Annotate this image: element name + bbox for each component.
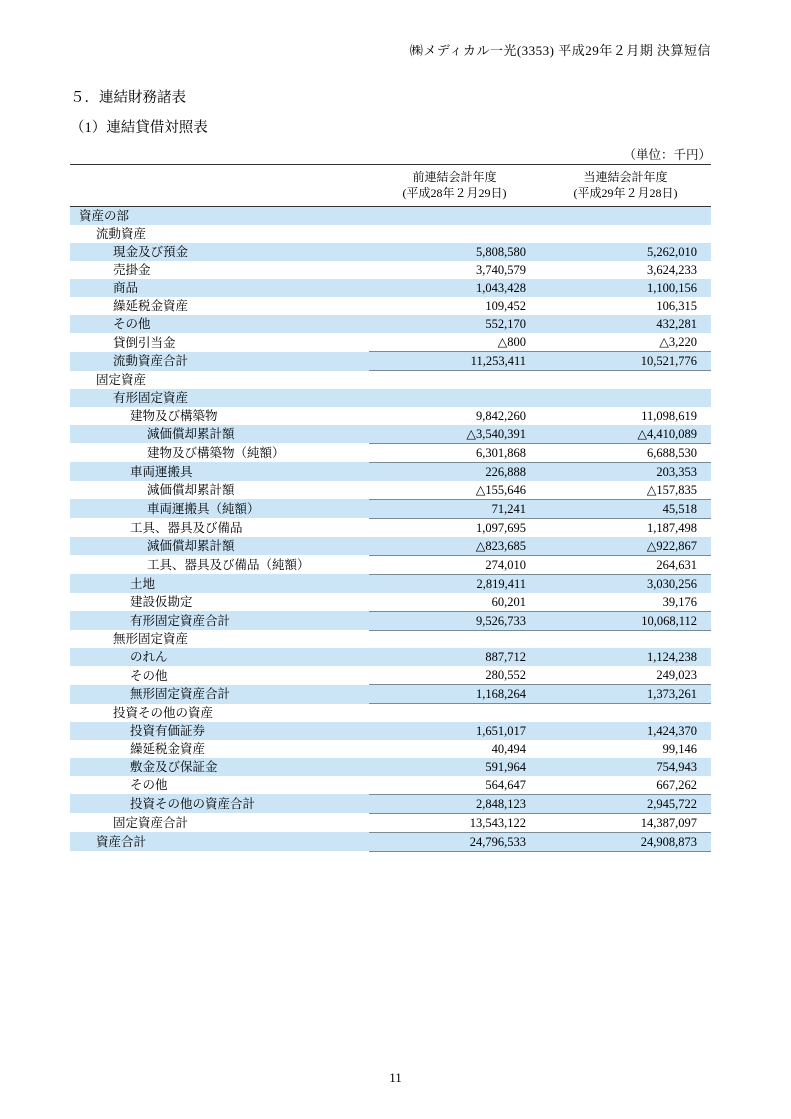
amount-curr-period bbox=[540, 225, 711, 243]
amount-prev-period: △3,540,391 bbox=[466, 426, 526, 441]
table-row bbox=[70, 481, 711, 500]
amount-prev-period: 1,651,017 bbox=[476, 723, 526, 738]
amount-curr-period bbox=[540, 207, 711, 226]
table-row bbox=[70, 685, 711, 704]
row-label: 貸倒引当金 bbox=[113, 335, 176, 350]
amount-curr-period: 2,945,722 bbox=[540, 794, 711, 813]
table-row bbox=[70, 315, 711, 333]
amount-curr-period: 24,908,873 bbox=[540, 832, 711, 851]
table-row bbox=[70, 499, 711, 518]
amount-curr-period: 249,023 bbox=[656, 668, 697, 683]
document-header: ㈱メディカル一光(3353) 平成29年２月期 決算短信 bbox=[409, 43, 711, 58]
amount-prev-period: △800 bbox=[497, 335, 526, 350]
row-label: 投資有価証券 bbox=[130, 723, 206, 738]
row-label: 投資その他の資産合計 bbox=[130, 796, 256, 811]
table-row bbox=[70, 648, 711, 666]
amount-prev-period: △155,646 bbox=[475, 482, 526, 497]
table-row bbox=[70, 225, 711, 243]
amount-curr-period: 106,315 bbox=[656, 299, 697, 314]
amount-curr-period: 3,624,233 bbox=[647, 263, 697, 278]
row-label: 資産の部 bbox=[79, 209, 130, 224]
page-number: 11 bbox=[389, 1070, 402, 1085]
amount-prev-period: 274,010 bbox=[369, 555, 540, 574]
row-label: 資産合計 bbox=[96, 834, 147, 849]
table-row bbox=[70, 297, 711, 315]
amount-curr-period: 6,688,530 bbox=[540, 443, 711, 462]
row-label: 有形固定資産合計 bbox=[130, 613, 231, 628]
row-label: 投資その他の資産 bbox=[113, 705, 214, 720]
amount-curr-period: 432,281 bbox=[656, 317, 697, 332]
row-label: 建設仮勘定 bbox=[130, 595, 193, 610]
amount-curr-period: 1,100,156 bbox=[647, 281, 697, 296]
row-label: 工具、器具及び備品 bbox=[130, 520, 243, 535]
table-row bbox=[70, 352, 711, 371]
prev-period-header bbox=[369, 165, 540, 207]
section-title: ５．連結財務諸表 bbox=[70, 90, 186, 106]
table-row bbox=[70, 333, 711, 352]
table-row bbox=[70, 758, 711, 776]
amount-curr-period: △922,867 bbox=[646, 538, 697, 553]
table-row bbox=[70, 243, 711, 261]
amount-prev-period: 564,647 bbox=[485, 777, 526, 792]
row-label: 減価償却累計額 bbox=[147, 427, 235, 442]
row-label: 繰延税金資産 bbox=[130, 741, 206, 756]
amount-prev-period: 887,712 bbox=[485, 650, 526, 665]
table-row bbox=[70, 371, 711, 389]
table-row bbox=[70, 443, 711, 462]
amount-curr-period: 11,098,619 bbox=[641, 408, 697, 423]
row-label: 流動資産 bbox=[96, 227, 147, 242]
curr-period-title: 当連結会計年度 bbox=[583, 170, 668, 184]
amount-curr-period bbox=[540, 630, 711, 648]
table-row bbox=[70, 261, 711, 279]
amount-prev-period: 591,964 bbox=[485, 759, 526, 774]
table-row bbox=[70, 611, 711, 630]
row-label: 工具、器具及び備品（純額） bbox=[147, 557, 310, 572]
amount-prev-period: 13,543,122 bbox=[369, 813, 540, 832]
amount-curr-period: 754,943 bbox=[656, 759, 697, 774]
amount-curr-period: △3,220 bbox=[659, 335, 697, 350]
table-row bbox=[70, 740, 711, 758]
amount-prev-period: 24,796,533 bbox=[369, 832, 540, 851]
row-label: 繰延税金資産 bbox=[113, 299, 189, 314]
amount-prev-period: 109,452 bbox=[485, 299, 526, 314]
row-label: その他 bbox=[130, 668, 168, 683]
table-row bbox=[70, 630, 711, 648]
row-label: その他 bbox=[113, 317, 151, 332]
table-row bbox=[70, 425, 711, 444]
table-row bbox=[70, 666, 711, 685]
amount-curr-period: 10,521,776 bbox=[540, 352, 711, 371]
row-label: 減価償却累計額 bbox=[147, 483, 235, 498]
amount-prev-period bbox=[369, 371, 540, 389]
balance-sheet-table bbox=[70, 165, 711, 852]
amount-prev-period: 280,552 bbox=[485, 668, 526, 683]
row-label: 無形固定資産合計 bbox=[130, 687, 231, 702]
table-row bbox=[70, 279, 711, 297]
amount-prev-period bbox=[369, 630, 540, 648]
row-label: 車両運搬具 bbox=[130, 464, 193, 479]
table-row bbox=[70, 462, 711, 481]
amount-curr-period: 1,373,261 bbox=[540, 685, 711, 704]
table-row bbox=[70, 794, 711, 813]
curr-period-date: (平成29年２月28日) bbox=[573, 186, 678, 201]
prev-period-title: 前連結会計年度 bbox=[412, 170, 497, 184]
row-label: その他 bbox=[130, 778, 168, 793]
amount-curr-period: 1,187,498 bbox=[647, 520, 697, 535]
page-content bbox=[70, 0, 711, 852]
amount-prev-period: 1,097,695 bbox=[476, 520, 526, 535]
amount-prev-period: 2,848,123 bbox=[369, 794, 540, 813]
row-label: 固定資産 bbox=[96, 372, 147, 387]
amount-prev-period bbox=[369, 225, 540, 243]
table-row bbox=[70, 813, 711, 832]
amount-curr-period: 3,030,256 bbox=[647, 576, 697, 591]
amount-curr-period: 99,146 bbox=[662, 741, 697, 756]
amount-curr-period: 1,424,370 bbox=[647, 723, 697, 738]
row-label: 建物及び構築物（純額） bbox=[147, 445, 285, 460]
amount-curr-period: 264,631 bbox=[540, 555, 711, 574]
amount-prev-period: 60,201 bbox=[491, 594, 526, 609]
amount-curr-period: 45,518 bbox=[540, 499, 711, 518]
amount-prev-period: 6,301,868 bbox=[369, 443, 540, 462]
row-label: 有形固定資産 bbox=[113, 390, 189, 405]
amount-curr-period bbox=[540, 704, 711, 722]
row-label: 固定資産合計 bbox=[113, 815, 189, 830]
table-row bbox=[70, 389, 711, 407]
amount-prev-period: 226,888 bbox=[485, 464, 526, 479]
amount-prev-period bbox=[369, 207, 540, 226]
row-label: 減価償却累計額 bbox=[147, 539, 235, 554]
row-label: 流動資産合計 bbox=[113, 354, 189, 369]
label-column-header bbox=[70, 165, 369, 207]
table-row bbox=[70, 832, 711, 851]
table-row bbox=[70, 776, 711, 795]
amount-prev-period: △823,685 bbox=[475, 538, 526, 553]
amount-prev-period: 1,168,264 bbox=[369, 685, 540, 704]
amount-curr-period: △157,835 bbox=[646, 482, 697, 497]
amount-curr-period: 39,176 bbox=[662, 594, 697, 609]
amount-prev-period: 5,808,580 bbox=[476, 245, 526, 260]
amount-curr-period bbox=[540, 389, 711, 407]
amount-prev-period bbox=[369, 704, 540, 722]
subsection-title: （1）連結貸借対照表 bbox=[70, 120, 208, 136]
unit-note: （単位：千円） bbox=[70, 145, 711, 165]
balance-sheet-body bbox=[70, 207, 711, 852]
amount-prev-period: 3,740,579 bbox=[476, 263, 526, 278]
table-row bbox=[70, 407, 711, 425]
amount-curr-period: 14,387,097 bbox=[540, 813, 711, 832]
amount-prev-period: 552,170 bbox=[485, 317, 526, 332]
amount-prev-period bbox=[369, 389, 540, 407]
prev-period-date: (平成28年２月29日) bbox=[402, 186, 507, 201]
table-row bbox=[70, 593, 711, 612]
amount-curr-period: 10,068,112 bbox=[540, 611, 711, 630]
amount-prev-period: 1,043,428 bbox=[476, 281, 526, 296]
row-label: 土地 bbox=[130, 576, 156, 591]
row-label: 車両運搬具（純額） bbox=[147, 501, 260, 516]
amount-curr-period: △4,410,089 bbox=[637, 426, 697, 441]
row-label: 売掛金 bbox=[113, 263, 151, 278]
table-row bbox=[70, 555, 711, 574]
amount-prev-period: 71,241 bbox=[369, 499, 540, 518]
amount-curr-period: 203,353 bbox=[656, 464, 697, 479]
amount-curr-period: 1,124,238 bbox=[647, 650, 697, 665]
amount-prev-period: 11,253,411 bbox=[369, 352, 540, 371]
row-label: 建物及び構築物 bbox=[130, 408, 218, 423]
amount-prev-period: 9,842,260 bbox=[476, 408, 526, 423]
row-label: 無形固定資産 bbox=[113, 632, 189, 647]
table-row bbox=[70, 574, 711, 593]
table-header-row bbox=[70, 165, 711, 207]
amount-curr-period bbox=[540, 371, 711, 389]
table-row bbox=[70, 704, 711, 722]
amount-prev-period: 40,494 bbox=[491, 741, 526, 756]
table-row bbox=[70, 207, 711, 226]
row-label: 商品 bbox=[113, 281, 139, 296]
table-row bbox=[70, 518, 711, 537]
table-row bbox=[70, 537, 711, 556]
amount-curr-period: 667,262 bbox=[656, 777, 697, 792]
curr-period-header bbox=[540, 165, 711, 207]
amount-prev-period: 2,819,411 bbox=[476, 576, 526, 591]
table-row bbox=[70, 722, 711, 740]
amount-prev-period: 9,526,733 bbox=[369, 611, 540, 630]
row-label: のれん bbox=[130, 650, 168, 665]
row-label: 現金及び預金 bbox=[113, 245, 189, 260]
row-label: 敷金及び保証金 bbox=[130, 759, 218, 774]
amount-curr-period: 5,262,010 bbox=[647, 245, 697, 260]
